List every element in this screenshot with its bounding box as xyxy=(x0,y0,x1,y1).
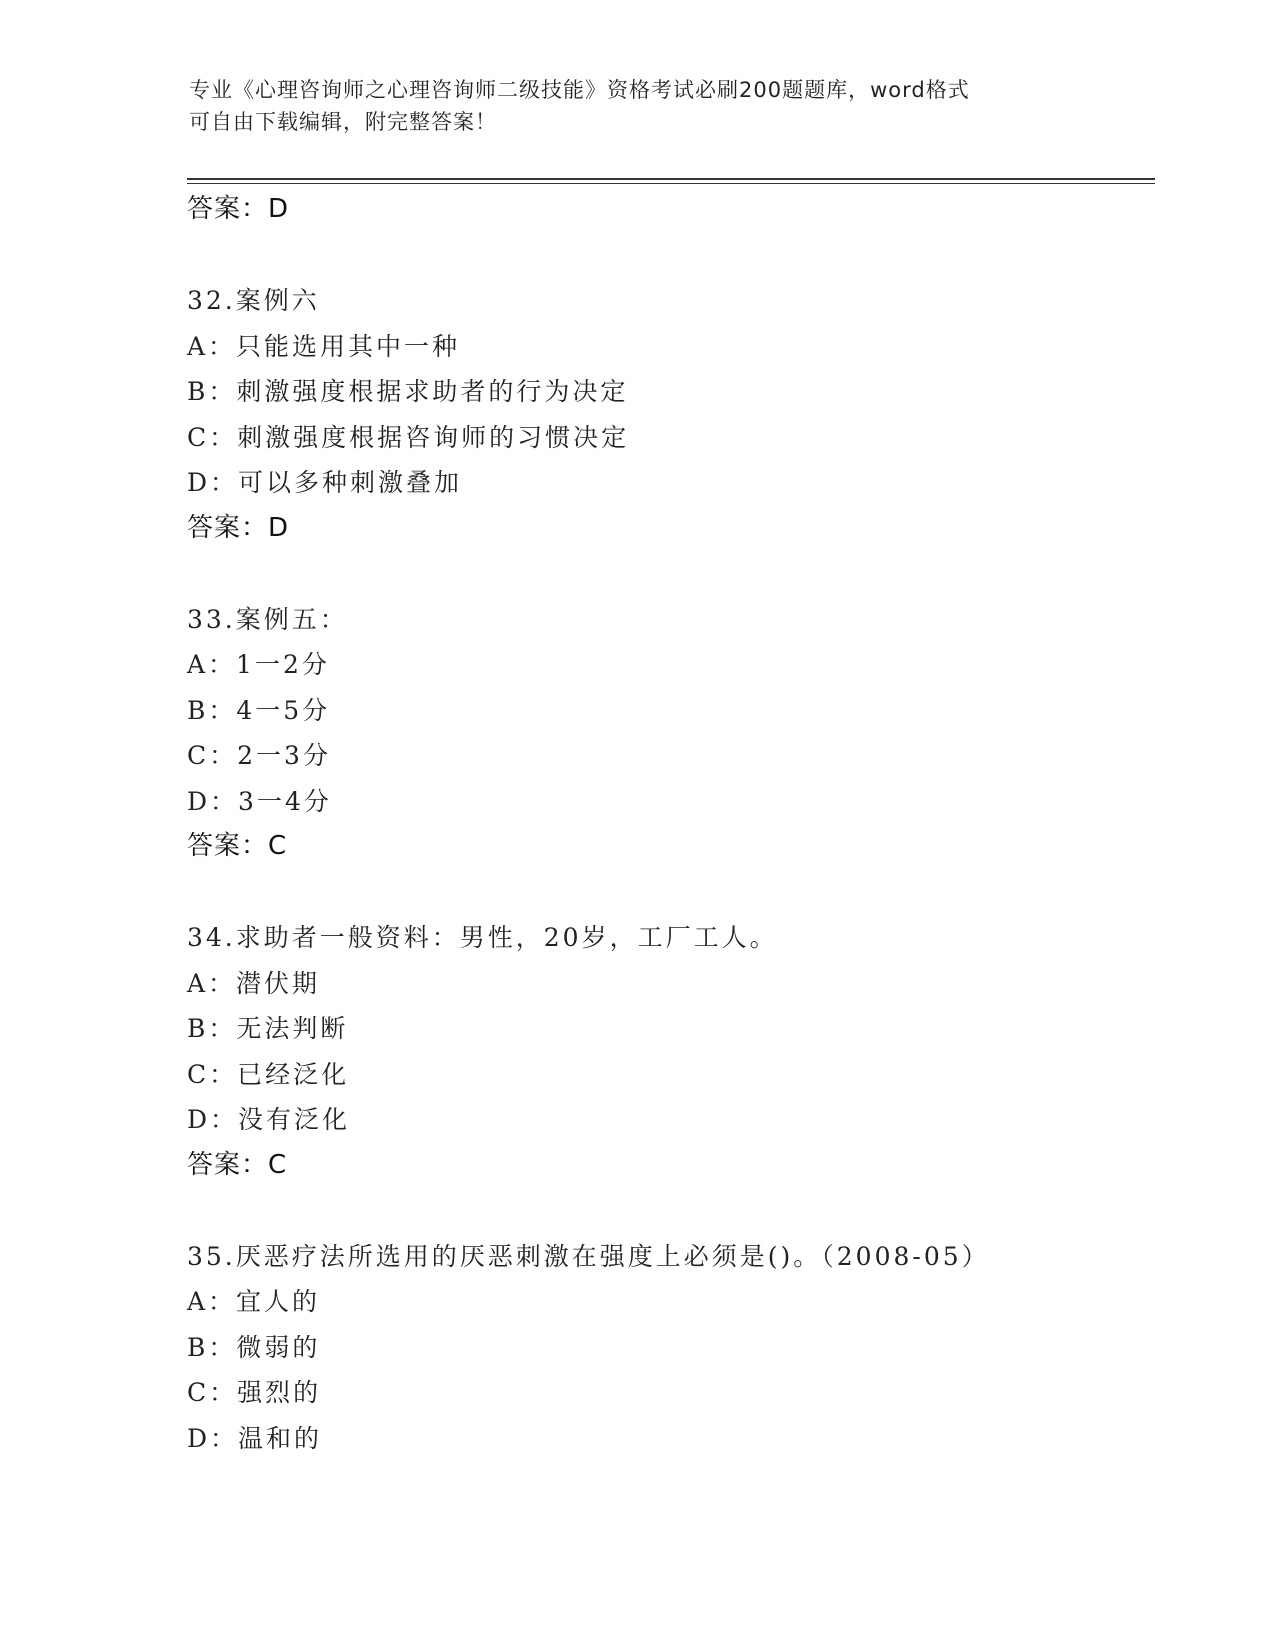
question-stem: 34.求助者一般资料：男性，20岁，工厂工人。 xyxy=(187,923,778,952)
option-c: C：强烈的 xyxy=(187,1378,322,1407)
option-c: C：已经泛化 xyxy=(187,1059,350,1089)
question-stem: 32.案例六 xyxy=(187,286,320,315)
question-35 xyxy=(187,1234,1147,1462)
answer: 答案：D xyxy=(187,512,290,543)
option-d: D：可以多种刺激叠加 xyxy=(187,468,463,497)
option-a: A：1一2分 xyxy=(187,650,330,679)
option-b: B：刺激强度根据求助者的行为决定 xyxy=(187,377,629,406)
option-c: C：刺激强度根据咨询师的习惯决定 xyxy=(187,422,630,452)
header-line-2: 可自由下载编辑，附完整答案！ xyxy=(189,110,497,134)
document-header xyxy=(189,74,1089,138)
answer: 答案：C xyxy=(187,1149,288,1180)
option-a: A：潜伏期 xyxy=(187,968,321,998)
question-34 xyxy=(187,915,1147,1188)
option-b: B：无法判断 xyxy=(187,1014,349,1043)
answer: 答案：C xyxy=(187,831,288,861)
option-b: B：4一5分 xyxy=(187,695,331,725)
header-line-1: 专业《心理咨询师之心理咨询师二级技能》资格考试必刷200题题库，word格式 xyxy=(189,78,970,102)
question-list xyxy=(187,187,1147,1461)
option-a: A：只能选用其中一种 xyxy=(187,331,461,361)
question-32 xyxy=(187,278,1147,551)
option-c: C：2一3分 xyxy=(187,741,331,770)
option-d: D：3一4分 xyxy=(187,786,332,816)
option-b: B：微弱的 xyxy=(187,1332,321,1362)
header-divider-thick xyxy=(187,178,1155,180)
question-stem: 33.案例五： xyxy=(187,604,348,634)
header-divider-thin xyxy=(187,183,1155,184)
option-d: D：温和的 xyxy=(187,1423,323,1453)
option-a: A：宜人的 xyxy=(187,1287,321,1316)
question-stem: 35.厌恶疗法所选用的厌恶刺激在强度上必须是()。（2008-05） xyxy=(187,1241,990,1271)
question-33 xyxy=(187,597,1147,870)
previous-answer: 答案：D xyxy=(187,194,290,224)
option-d: D：没有泛化 xyxy=(187,1105,351,1134)
